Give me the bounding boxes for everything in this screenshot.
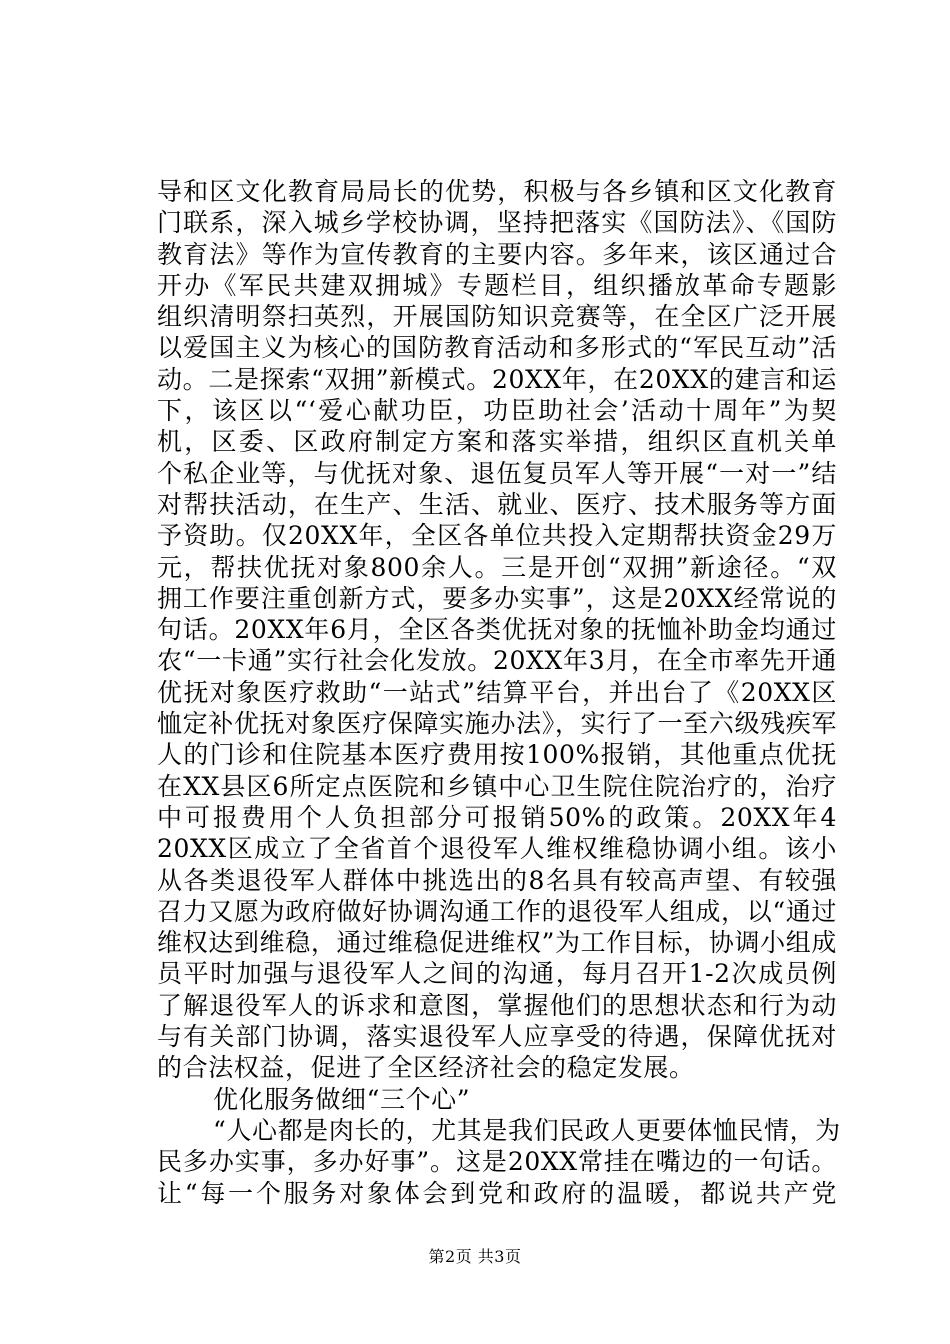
page-indicator: 第2页 共3页 (428, 1247, 522, 1266)
text-line: 机，区委、区政府制定方案和落实举措，组织区直机关单 (157, 427, 837, 457)
text-line: 恤定补优抚对象医疗保障实施办法》，实行了一至六级残疾军 (157, 709, 837, 739)
text-line: 在XX县区6所定点医院和乡镇中心卫生院住院治疗的，治疗 (157, 771, 837, 801)
text-line: 元，帮扶优抚对象800余人。三是开创“双拥”新途径。“双 (157, 552, 837, 582)
text-line: 门联系，深入城乡学校协调，坚持把落实《国防法》、《国防 (157, 208, 837, 238)
text-line: 动。二是探索“双拥”新模式。20XX年，在20XX的建言和运 (157, 364, 837, 394)
text-line: 开办《军民共建双拥城》专题栏目，组织播放革命专题影 (157, 270, 837, 300)
section-heading: 优化服务做细“三个心” (213, 1084, 471, 1114)
text-line: “人心都是肉长的，尤其是我们民政人更要体恤民情，为 (213, 1115, 841, 1145)
text-line: 拥工作要注重创新方式，要多办实事”，这是20XX经常说的 (157, 583, 837, 613)
text-line: 予资助。仅20XX年，全区各单位共投入定期帮扶资金29万 (157, 521, 837, 551)
text-line: 召力又愿为政府做好协调沟通工作的退役军人组成，以“通过 (157, 896, 837, 926)
text-line: 让“每一个服务对象体会到党和政府的温暖，都说共产党 (157, 1178, 837, 1208)
text-line: 优抚对象医疗救助“一站式”结算平台，并出台了《20XX区 (157, 677, 837, 707)
text-line: 组织清明祭扫英烈，开展国防知识竞赛等，在全区广泛开展 (157, 302, 837, 332)
text-line: 从各类退役军人群体中挑选出的8名具有较高声望、有较强 (157, 865, 837, 895)
text-line: 对帮扶活动，在生产、生活、就业、医疗、技术服务等方面 (157, 489, 837, 519)
text-line: 句话。20XX年6月，全区各类优抚对象的抚恤补助金均通过 (157, 615, 837, 645)
text-line: 教育法》等作为宣传教育的主要内容。多年来，该区通过合 (157, 239, 837, 269)
text-line: 人的门诊和住院基本医疗费用按100%报销，其他重点优抚 (157, 740, 837, 770)
text-line: 的合法权益，促进了全区经济社会的稳定发展。 (157, 1053, 695, 1083)
text-line: 个私企业等，与优抚对象、退伍复员军人等开展“一对一”结 (157, 458, 837, 488)
text-line: 民多办实事，多办好事”。这是20XX常挂在嘴边的一句话。 (157, 1147, 837, 1177)
text-line: 员平时加强与退役军人之间的沟通，每月召开1-2次成员例 (157, 959, 837, 989)
page-footer (0, 1244, 950, 1267)
text-line: 与有关部门协调，落实退役军人应享受的待遇，保障优抚对 (157, 1022, 837, 1052)
text-line: 20XX区成立了全省首个退役军人维权维稳协调小组。该小 (157, 834, 837, 864)
text-line: 维权达到维稳，通过维稳促进维权”为工作目标，协调小组成 (157, 928, 837, 958)
text-line: 以爱国主义为核心的国防教育活动和多形式的“军民互动”活 (157, 333, 837, 363)
text-line: 中可报费用个人负担部分可报销50%的政策。20XX年4 (157, 802, 837, 832)
document-body (157, 176, 841, 1209)
text-line: 导和区文化教育局局长的优势，积极与各乡镇和区文化教育 (157, 177, 837, 206)
text-line: 农“一卡通”实行社会化发放。20XX年3月，在全市率先开通 (157, 646, 837, 676)
text-line: 下，该区以“‘爱心献功臣，功臣助社会’活动十周年”为契 (157, 396, 837, 426)
text-line: 了解退役军人的诉求和意图，掌握他们的思想状态和行为动 (157, 990, 837, 1020)
